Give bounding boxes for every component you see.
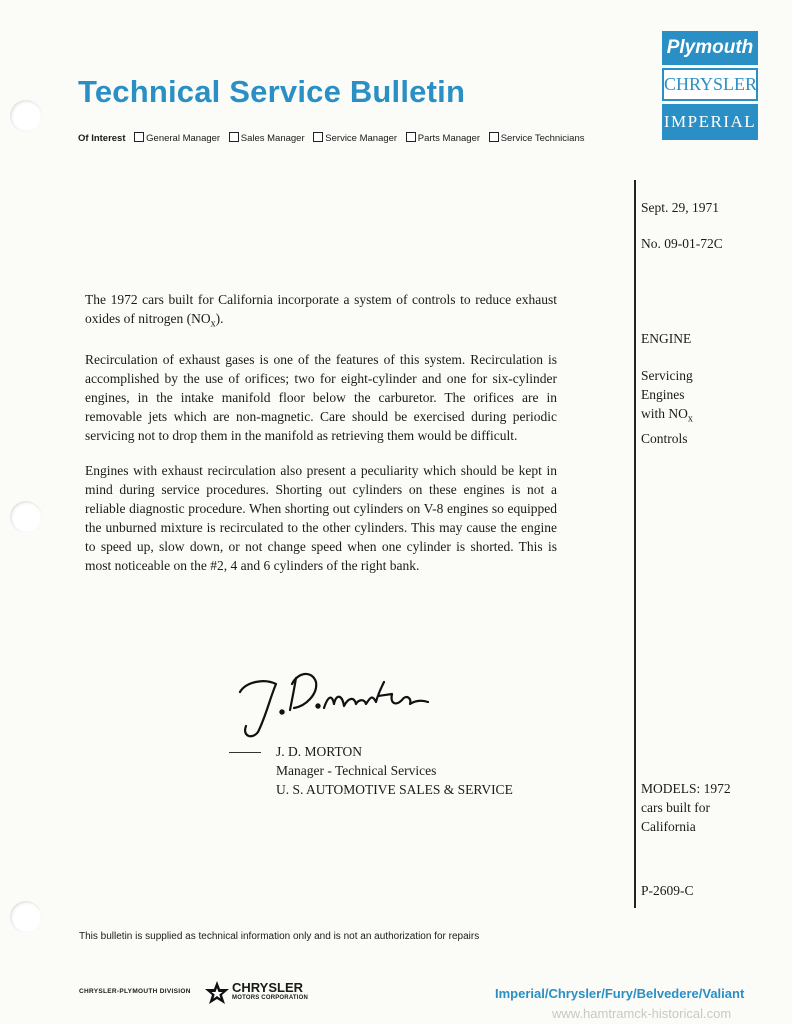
body-paragraph: Engines with exhaust recirculation also present a peculiarity which should be kept in mind during service procedures. Shorting out cylinders on these engines is not a reliable diagnostic procedure. When shorting out cylinders on V-8 engines so equipped the unburned mixture is recirculated to the other cylinders. This may cause the engine to speed up, slow down, or not change speed when one cylinder is shorted. This is most noticeable on the #2, 4 and 6 cylinders of the right bank. xyxy=(85,462,557,573)
subject-line: with $NO_x$ xyxy=(641,406,693,425)
division-name: CHRYSLER-PLYMOUTH DIVISION xyxy=(79,988,191,995)
body-paragraph: Recirculation of exhaust gases is one of the features of this system. Recirculation is accomplished by the use of orifices; two for eight-cylinder and one for six-cylinder engines, in the intake manifold floor below the carburetor. The orifices are in removable jets which are non-magnetic. Care should be exercised during periodic servicing not to drop them in the manifold as retrieving them would be difficult. xyxy=(85,351,557,443)
disclaimer: This bulletin is supplied as technical information only and is not an authorization for repairs xyxy=(79,931,480,942)
interest-general-manager: General Manager xyxy=(146,133,221,144)
bulletin-category: ENGINE xyxy=(641,331,692,346)
bulletin-subject xyxy=(641,366,693,448)
subject-line: Engines xyxy=(641,387,685,402)
corp-name: CHRYSLER xyxy=(232,980,304,995)
watermark: www.hamtramck-historical.com xyxy=(552,1006,732,1021)
of-interest-row xyxy=(78,132,584,144)
handwritten-signature xyxy=(232,664,442,744)
imperial-logo: IMPERIAL xyxy=(662,104,758,140)
form-number: P-2609-C xyxy=(641,883,694,898)
interest-service-technicians: Service Technicians xyxy=(500,133,585,144)
models-block xyxy=(641,779,731,836)
plymouth-logo: Plymouth xyxy=(662,31,758,65)
bulletin-date: Sept. 29, 1971 xyxy=(641,200,720,215)
checkbox[interactable] xyxy=(229,132,239,142)
binder-hole xyxy=(10,901,42,933)
corp-subtitle: MOTORS CORPORATION xyxy=(232,995,309,1001)
checkbox[interactable] xyxy=(406,132,416,142)
signer-org: U. S. AUTOMOTIVE SALES & SERVICE xyxy=(276,782,513,797)
checkbox[interactable] xyxy=(313,132,323,142)
interest-service-manager: Service Manager xyxy=(325,133,398,144)
subject-line: Servicing xyxy=(641,368,693,383)
binder-hole xyxy=(10,100,42,132)
bulletin-body xyxy=(85,290,557,591)
body-paragraph: The 1972 cars built for California incorporate a system of controls to reduce exhaust oxides of nitrogen $(NO_x)$. xyxy=(85,292,557,330)
checkbox[interactable] xyxy=(134,132,144,142)
signature-block xyxy=(276,742,513,799)
page-title: Technical Service Bulletin xyxy=(78,74,466,109)
models-line: cars built for xyxy=(641,800,710,815)
checkbox[interactable] xyxy=(489,132,499,142)
signer-name: J. D. MORTON xyxy=(276,744,362,759)
of-interest-label: Of Interest xyxy=(78,133,126,144)
models-line: California xyxy=(641,819,696,834)
bulletin-number: No. 09-01-72C xyxy=(641,236,723,251)
signer-title: Manager - Technical Services xyxy=(276,763,437,778)
subject-line: Controls xyxy=(641,430,688,446)
models-line: MODELS: 1972 xyxy=(641,781,731,796)
binder-hole xyxy=(10,501,42,533)
interest-sales-manager: Sales Manager xyxy=(240,133,305,144)
chrysler-logo: CHRYSLER xyxy=(662,68,758,101)
column-divider xyxy=(634,180,636,908)
signature-dash xyxy=(229,752,261,753)
interest-parts-manager: Parts Manager xyxy=(417,133,481,144)
pentastar-icon xyxy=(204,980,230,1006)
car-lines: Imperial/Chrysler/Fury/Belvedere/Valiant xyxy=(495,986,745,1001)
